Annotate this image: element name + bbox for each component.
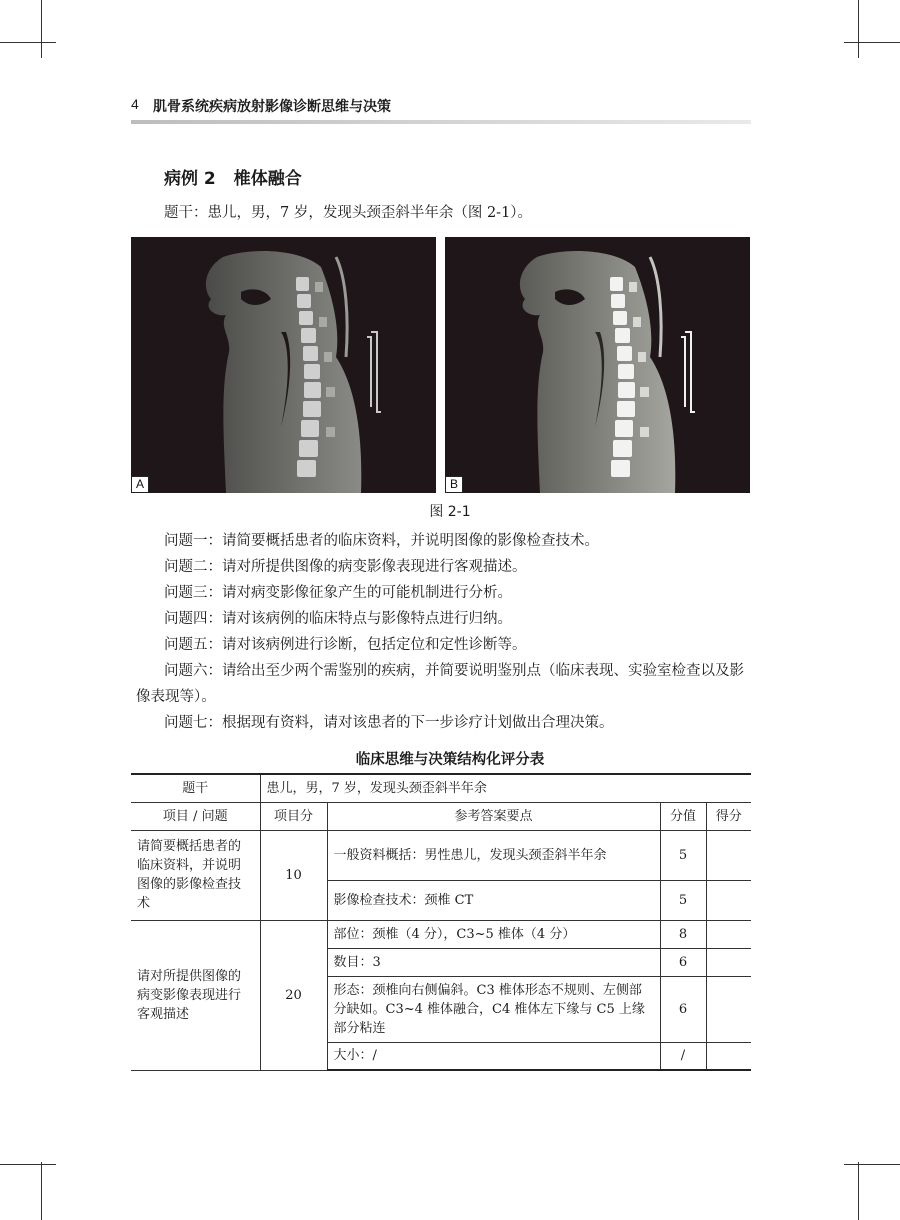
item-score: 10 [260,830,327,920]
crop-mark [41,0,42,58]
question-list [136,528,752,736]
table-row [131,830,751,880]
question-item: 问题二：请对所提供图像的病变影像表现进行客观描述。 [164,559,527,575]
page-number: 4 [131,96,139,112]
item-question: 请对所提供图像的病变影像表现进行客观描述 [131,920,260,1070]
crop-mark [844,42,900,43]
item-score: 20 [260,920,327,1070]
panel-label-a: A [131,476,149,493]
item-question: 请简要概括患者的临床资料，并说明图像的影像检查技术 [131,830,260,920]
stem-row [131,774,751,802]
crop-mark [844,1164,900,1165]
stem-value: 患儿，男，7 岁，发现头颈歪斜半年余 [260,774,751,802]
earned-score [706,830,751,880]
book-title: 肌骨系统疾病放射影像诊断思维与决策 [153,99,391,115]
earned-score [706,976,751,1042]
table-title: 临床思维与决策结构化评分表 [355,752,545,768]
case-stem: 题干：患儿，男，7 岁，发现头颈歪斜半年余（图 2-1）。 [164,205,533,221]
crop-mark [0,42,56,43]
earned-score [706,920,751,948]
answer-point: 一般资料概括：男性患儿，发现头颈歪斜半年余 [327,830,660,880]
point-score: 6 [660,948,706,976]
answer-point: 影像检查技术：颈椎 CT [327,880,660,920]
question-item: 问题一：请简要概括患者的临床资料，并说明图像的影像检查技术。 [164,533,599,549]
ct-image-panel-b [445,237,750,493]
answer-point: 部位：颈椎（4 分），C3~5 椎体（4 分） [327,920,660,948]
crop-mark [41,1162,42,1220]
answer-point: 形态：颈椎向右侧偏斜。C3 椎体形态不规则、左侧部分缺如。C3~4 椎体融合，C4 椎体左下缘与 C5 上缘部分粘连 [327,976,660,1042]
crop-mark [858,1162,859,1220]
header-cell: 项目分 [260,802,327,830]
crop-mark [0,1164,56,1165]
question-item: 问题四：请对该病例的临床特点与影像特点进行归纳。 [164,611,512,627]
case-title: 椎体融合 [233,169,302,189]
stem-label: 题干 [131,774,260,802]
header-rule [131,120,751,124]
earned-score [706,880,751,920]
point-score: 6 [660,976,706,1042]
question-item: 问题七：根据现有资料，请对该患者的下一步诊疗计划做出合理决策。 [164,715,614,731]
figure-caption: 图 2-1 [429,504,471,520]
earned-score [706,948,751,976]
running-header [131,94,751,124]
header-cell: 分值 [660,802,706,830]
case-number: 病例 2 [164,169,216,189]
ct-sagittal-bone-window [131,237,436,493]
header-row [131,802,751,830]
header-cell: 项目 / 问题 [131,802,260,830]
earned-score [706,1042,751,1070]
crop-mark [858,0,859,58]
question-item: 问题三：请对病变影像征象产生的可能机制进行分析。 [164,585,512,601]
answer-point: 数目：3 [327,948,660,976]
header-cell: 参考答案要点 [327,802,660,830]
point-score: / [660,1042,706,1070]
question-item: 问题六：请给出至少两个需鉴别的疾病，并简要说明鉴别点（临床表现、实验室检查以及影像表现等）。 [136,663,744,705]
ct-image-panel-a [131,237,436,493]
answer-point: 大小：/ [327,1042,660,1070]
scoring-table [131,773,751,1071]
point-score: 5 [660,880,706,920]
header-cell: 得分 [706,802,751,830]
point-score: 8 [660,920,706,948]
question-item: 问题五：请对该病例进行诊断，包括定位和定性诊断等。 [164,637,527,653]
table-row [131,920,751,948]
ct-sagittal-soft-window [445,237,750,493]
point-score: 5 [660,830,706,880]
case-heading [164,164,302,189]
panel-label-b: B [445,476,463,493]
